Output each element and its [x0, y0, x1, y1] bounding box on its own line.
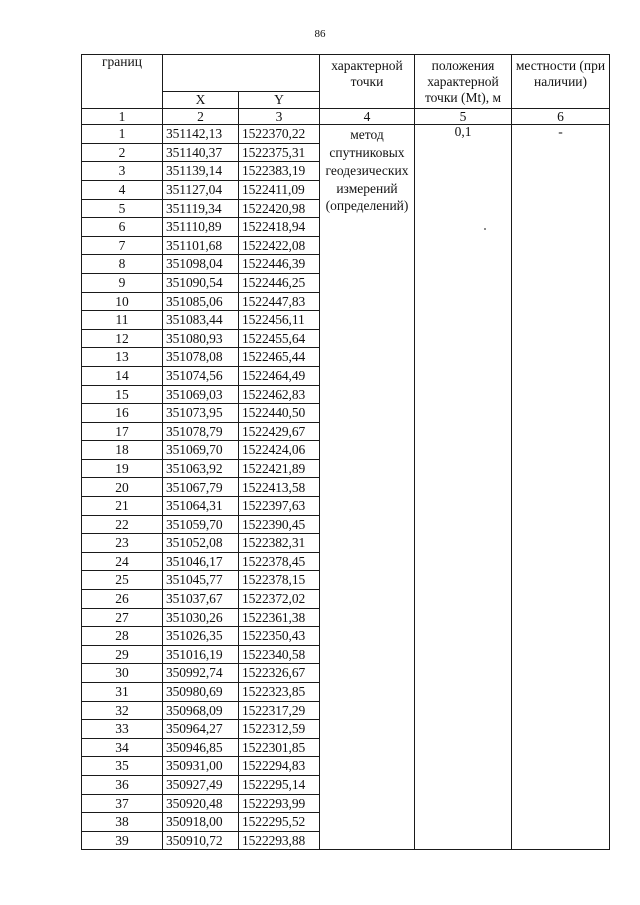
- coord-x: 350946,85: [163, 738, 239, 757]
- coord-y: 1522295,14: [239, 775, 320, 794]
- coord-x: 351016,19: [163, 645, 239, 664]
- column-number: 5: [415, 109, 512, 125]
- header-terrain: местности (при наличии): [512, 55, 610, 109]
- point-number: 4: [82, 180, 163, 199]
- coord-x: 351098,04: [163, 255, 239, 274]
- coord-y: 1522440,50: [239, 404, 320, 423]
- point-number: 31: [82, 683, 163, 702]
- header-characteristic-point: характерной точки: [320, 55, 415, 109]
- coord-y: 1522370,22: [239, 125, 320, 144]
- point-number: 10: [82, 292, 163, 311]
- coord-x: 350927,49: [163, 775, 239, 794]
- coord-x: 351063,92: [163, 459, 239, 478]
- coord-y: 1522390,45: [239, 515, 320, 534]
- column-number: 4: [320, 109, 415, 125]
- point-number: 21: [82, 497, 163, 516]
- point-number: 19: [82, 459, 163, 478]
- terrain-cell: -: [512, 125, 610, 850]
- point-number: 39: [82, 831, 163, 850]
- point-number: 11: [82, 311, 163, 330]
- point-number: 27: [82, 608, 163, 627]
- header-y: Y: [239, 92, 320, 109]
- coord-x: 350910,72: [163, 831, 239, 850]
- column-number: 1: [82, 109, 163, 125]
- coord-y: 1522340,58: [239, 645, 320, 664]
- point-number: 26: [82, 590, 163, 609]
- point-number: 12: [82, 329, 163, 348]
- coord-y: 1522301,85: [239, 738, 320, 757]
- coord-x: 351030,26: [163, 608, 239, 627]
- coord-y: 1522397,63: [239, 497, 320, 516]
- coord-x: 350992,74: [163, 664, 239, 683]
- coord-x: 350920,48: [163, 794, 239, 813]
- coord-x: 351078,79: [163, 422, 239, 441]
- coord-x: 351026,35: [163, 627, 239, 646]
- coord-y: 1522378,15: [239, 571, 320, 590]
- point-number: 9: [82, 273, 163, 292]
- coord-y: 1522456,11: [239, 311, 320, 330]
- coord-y: 1522382,31: [239, 534, 320, 553]
- coord-y: 1522421,89: [239, 459, 320, 478]
- coord-y: 1522350,43: [239, 627, 320, 646]
- coord-x: 351080,93: [163, 329, 239, 348]
- point-number: 15: [82, 385, 163, 404]
- point-number: 28: [82, 627, 163, 646]
- coord-x: 351078,08: [163, 348, 239, 367]
- point-number: 30: [82, 664, 163, 683]
- coord-y: 1522361,38: [239, 608, 320, 627]
- table-row: [82, 125, 610, 144]
- column-number: 3: [239, 109, 320, 125]
- coord-x: 351119,34: [163, 199, 239, 218]
- point-number: 16: [82, 404, 163, 423]
- header-boundaries: границ: [82, 55, 163, 109]
- point-number: 34: [82, 738, 163, 757]
- header-x: X: [163, 92, 239, 109]
- point-number: 20: [82, 478, 163, 497]
- coord-y: 1522295,52: [239, 813, 320, 832]
- coord-x: 351127,04: [163, 180, 239, 199]
- coord-y: 1522312,59: [239, 720, 320, 739]
- coord-x: 351101,68: [163, 236, 239, 255]
- point-number: 37: [82, 794, 163, 813]
- coord-x: 351069,70: [163, 441, 239, 460]
- coord-y: 1522383,19: [239, 162, 320, 181]
- coord-y: 1522294,83: [239, 757, 320, 776]
- coord-x: 351046,17: [163, 552, 239, 571]
- point-number: 13: [82, 348, 163, 367]
- coord-x: 351083,44: [163, 311, 239, 330]
- coord-y: 1522293,88: [239, 831, 320, 850]
- coord-y: 1522446,25: [239, 273, 320, 292]
- coord-y: 1522323,85: [239, 683, 320, 702]
- coord-y: 1522413,58: [239, 478, 320, 497]
- coord-x: 351140,37: [163, 143, 239, 162]
- column-number: 6: [512, 109, 610, 125]
- coord-y: 1522411,09: [239, 180, 320, 199]
- point-number: 23: [82, 534, 163, 553]
- point-number: 18: [82, 441, 163, 460]
- scan-dot: [484, 228, 486, 230]
- coord-y: 1522446,39: [239, 255, 320, 274]
- point-number: 22: [82, 515, 163, 534]
- point-number: 35: [82, 757, 163, 776]
- coord-x: 351064,31: [163, 497, 239, 516]
- coord-y: 1522326,67: [239, 664, 320, 683]
- coord-y: 1522293,99: [239, 794, 320, 813]
- point-number: 5: [82, 199, 163, 218]
- coord-y: 1522422,08: [239, 236, 320, 255]
- coord-x: 351069,03: [163, 385, 239, 404]
- coord-x: 351052,08: [163, 534, 239, 553]
- accuracy-cell: 0,1: [415, 125, 512, 850]
- coord-y: 1522429,67: [239, 422, 320, 441]
- coord-y: 1522447,83: [239, 292, 320, 311]
- header-position-accuracy: положения характерной точки (Mt), м: [415, 55, 512, 109]
- header-coordinates-blank: [163, 55, 320, 92]
- coord-x: 351045,77: [163, 571, 239, 590]
- coord-y: 1522372,02: [239, 590, 320, 609]
- coord-y: 1522455,64: [239, 329, 320, 348]
- point-number: 24: [82, 552, 163, 571]
- coord-x: 351059,70: [163, 515, 239, 534]
- coord-y: 1522465,44: [239, 348, 320, 367]
- coord-x: 350980,69: [163, 683, 239, 702]
- coord-x: 351142,13: [163, 125, 239, 144]
- coord-x: 351074,56: [163, 366, 239, 385]
- point-number: 25: [82, 571, 163, 590]
- coord-y: 1522378,45: [239, 552, 320, 571]
- method-cell: метод спутниковых геодезических измерений (определений): [320, 125, 415, 850]
- page-number: 86: [314, 28, 326, 40]
- coord-x: 350964,27: [163, 720, 239, 739]
- point-number: 36: [82, 775, 163, 794]
- point-number: 2: [82, 143, 163, 162]
- coord-x: 351037,67: [163, 590, 239, 609]
- header-row: [82, 55, 610, 92]
- coord-x: 351085,06: [163, 292, 239, 311]
- column-number: 2: [163, 109, 239, 125]
- point-number: 6: [82, 218, 163, 237]
- point-number: 7: [82, 236, 163, 255]
- coord-x: 351067,79: [163, 478, 239, 497]
- column-numbers-row: [82, 109, 610, 125]
- coord-x: 351110,89: [163, 218, 239, 237]
- point-number: 29: [82, 645, 163, 664]
- point-number: 14: [82, 366, 163, 385]
- point-number: 38: [82, 813, 163, 832]
- point-number: 33: [82, 720, 163, 739]
- coord-x: 350918,00: [163, 813, 239, 832]
- coord-y: 1522317,29: [239, 701, 320, 720]
- coord-y: 1522375,31: [239, 143, 320, 162]
- coord-y: 1522420,98: [239, 199, 320, 218]
- coord-x: 350931,00: [163, 757, 239, 776]
- point-number: 32: [82, 701, 163, 720]
- coord-y: 1522418,94: [239, 218, 320, 237]
- coord-y: 1522462,83: [239, 385, 320, 404]
- coordinates-table: [81, 54, 610, 850]
- point-number: 17: [82, 422, 163, 441]
- coord-y: 1522464,49: [239, 366, 320, 385]
- coord-y: 1522424,06: [239, 441, 320, 460]
- point-number: 8: [82, 255, 163, 274]
- coord-x: 351073,95: [163, 404, 239, 423]
- point-number: 1: [82, 125, 163, 144]
- point-number: 3: [82, 162, 163, 181]
- coord-x: 350968,09: [163, 701, 239, 720]
- coord-x: 351090,54: [163, 273, 239, 292]
- coord-x: 351139,14: [163, 162, 239, 181]
